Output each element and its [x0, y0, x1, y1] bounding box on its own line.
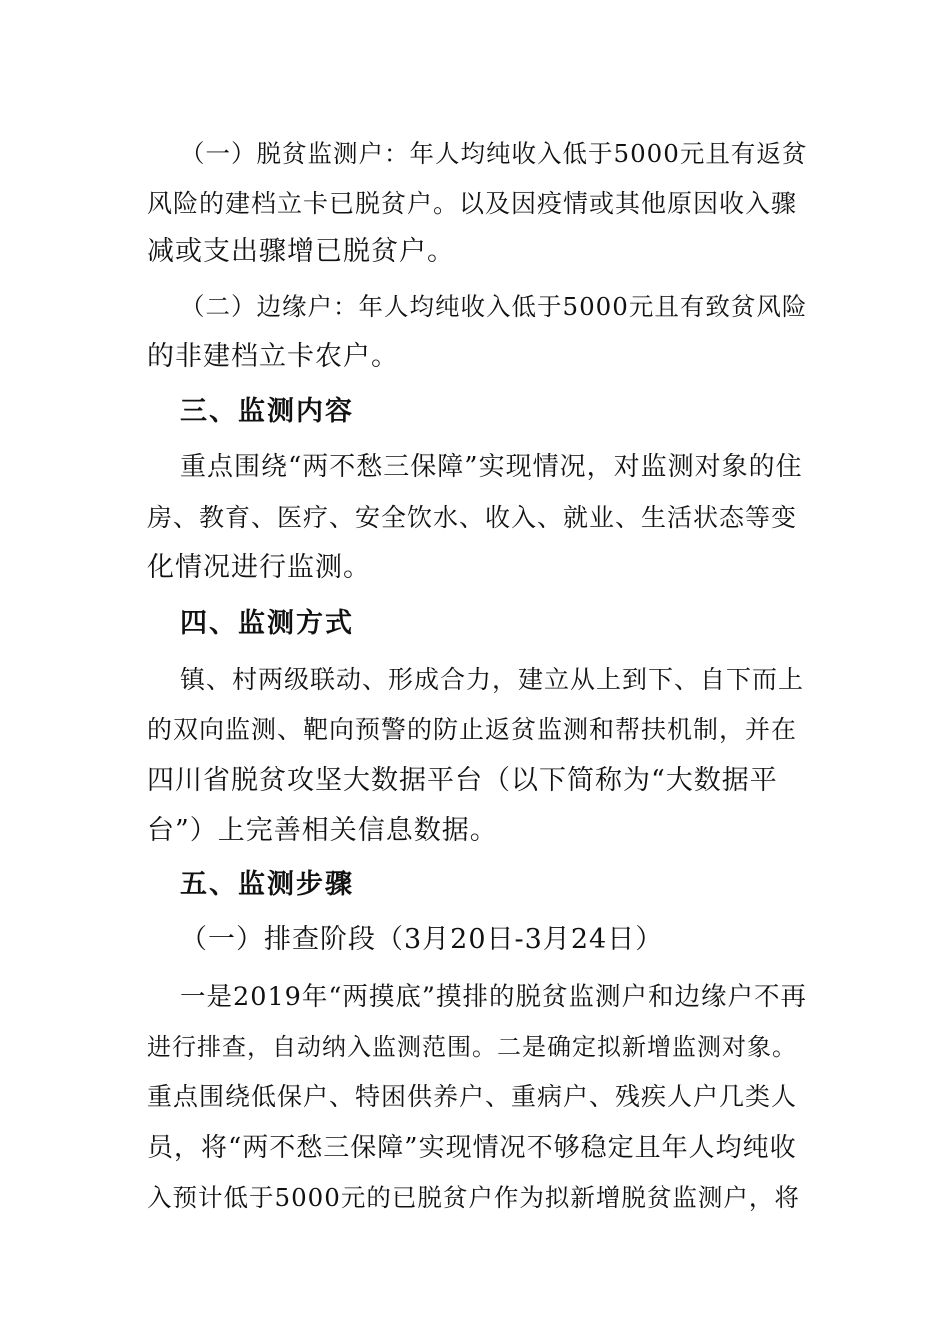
paragraph-line: 重点围绕“两不愁三保障”实现情况，对监测对象的住: [180, 452, 803, 482]
paragraph-line: 入预计低于5000元的已脱贫户作为拟新增脱贫监测户，将: [147, 1183, 800, 1212]
paragraph-line: 进行排查，自动纳入监测范围。二是确定拟新增监测对象。: [147, 1033, 797, 1061]
paragraph-line: 房、教育、医疗、安全饮水、收入、就业、生活状态等变: [147, 503, 798, 532]
paragraph-line: 四川省脱贫攻坚大数据平台（以下简称为“大数据平: [147, 765, 778, 796]
paragraph-line: 化情况进行监测。: [147, 552, 371, 583]
paragraph-line: 的双向监测、靶向预警的防止返贫监测和帮扶机制，并在: [147, 715, 798, 744]
paragraph-line: 员，将“两不愁三保障”实现情况不够稳定且年人均纯收: [147, 1133, 797, 1163]
paragraph-line: （一）排查阶段（3月20日-3月24日）: [180, 924, 664, 955]
section-heading: 四、监测方式: [180, 608, 354, 639]
paragraph-line: 减或支出骤增已脱贫户。: [147, 236, 455, 267]
paragraph-line: 一是2019年“两摸底”摸排的脱贫监测户和边缘户不再: [180, 982, 807, 1012]
paragraph-line: （一）脱贫监测户：年人均纯收入低于5000元且有返贫: [180, 139, 808, 168]
paragraph-line: 重点围绕低保户、特困供养户、重病户、残疾人户几类人: [147, 1082, 798, 1111]
section-heading: 三、监测内容: [180, 396, 354, 427]
paragraph-line: 的非建档立卡农户。: [147, 341, 399, 372]
section-heading: 五、监测步骤: [180, 869, 354, 900]
paragraph-line: （二）边缘户：年人均纯收入低于5000元且有致贫风险: [180, 292, 808, 321]
paragraph-line: 镇、村两级联动、形成合力，建立从上到下、自下而上: [180, 665, 805, 694]
paragraph-line: 风险的建档立卡已脱贫户。以及因疫情或其他原因收入骤: [147, 189, 798, 218]
paragraph-line: 台”）上完善相关信息数据。: [147, 815, 498, 846]
